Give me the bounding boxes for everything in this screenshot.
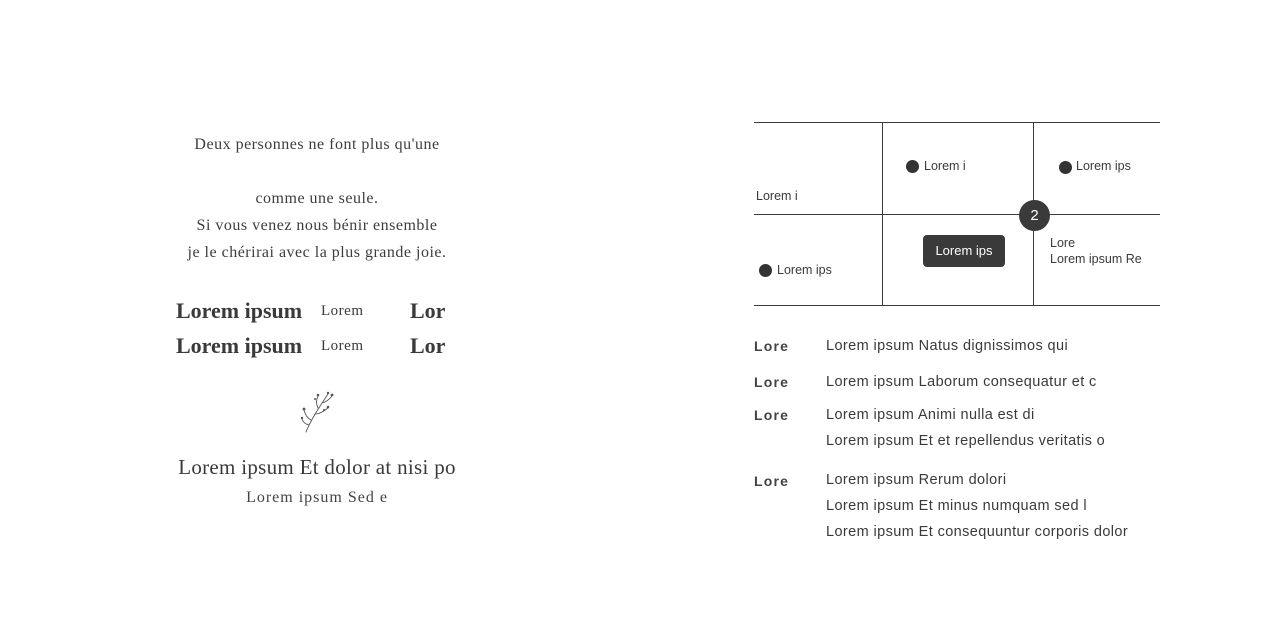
schedule-line: Lorem ipsum Et minus numquam sed l	[826, 498, 1088, 514]
schedule-label: Lore	[754, 473, 790, 489]
map-top-right-label: Lorem ips	[1076, 159, 1131, 173]
map-marker-dot	[759, 264, 772, 277]
schedule-line: Lorem ipsum Animi nulla est di	[826, 407, 1035, 423]
map-marker-dot	[906, 160, 919, 173]
family-name: Lorem ipsum	[176, 298, 303, 323]
schedule-label: Lore	[754, 407, 790, 423]
map-number-badge: 2	[1019, 200, 1050, 231]
venue-subtitle: Lorem ipsum Sed e	[246, 489, 388, 506]
person-name: Lor	[410, 298, 446, 323]
map-top-mid-label: Lorem i	[924, 159, 966, 173]
schedule-line: Lorem ipsum Et et repellendus veritatis o	[826, 433, 1106, 449]
family-name: Lorem ipsum	[176, 333, 303, 358]
schedule-line: Lorem ipsum Rerum dolori	[826, 472, 1007, 488]
map-road-top	[754, 122, 1160, 123]
map-marker-dot	[1059, 161, 1072, 174]
map-road-vertical-1	[882, 122, 883, 306]
invitation-line-4: je le chérirai avec la plus grande joie.	[187, 244, 447, 261]
map-road-middle	[754, 214, 1160, 215]
map-venue-badge: Lorem ips	[923, 235, 1005, 267]
person-name: Lor	[410, 333, 446, 358]
relation-label: Lorem	[321, 338, 364, 354]
venue-title: Lorem ipsum Et dolor at nisi po	[178, 455, 456, 479]
flower-sprig-icon	[298, 388, 338, 434]
schedule-label: Lore	[754, 338, 790, 354]
location-map	[754, 122, 1160, 307]
schedule-line: Lorem ipsum Et consequuntur corporis dolor	[826, 524, 1129, 540]
info-page	[640, 0, 1280, 644]
invitation-line-1: Deux personnes ne font plus qu'une	[194, 136, 440, 153]
invitation-line-2: comme une seule.	[255, 190, 379, 207]
invitation-line-3: Si vous venez nous bénir ensemble	[196, 217, 438, 234]
relation-label: Lorem	[321, 303, 364, 319]
schedule-label: Lore	[754, 374, 790, 390]
map-bottom-left-label: Lorem ips	[777, 263, 832, 277]
map-side-label: Lorem i	[756, 189, 798, 203]
schedule-line: Lorem ipsum Laborum consequatur et c	[826, 374, 1097, 390]
map-right-label-2: Lorem ipsum Re	[1050, 252, 1142, 266]
map-right-label-1: Lore	[1050, 236, 1076, 250]
map-road-bottom	[754, 305, 1160, 306]
schedule-line: Lorem ipsum Natus dignissimos qui	[826, 338, 1069, 354]
